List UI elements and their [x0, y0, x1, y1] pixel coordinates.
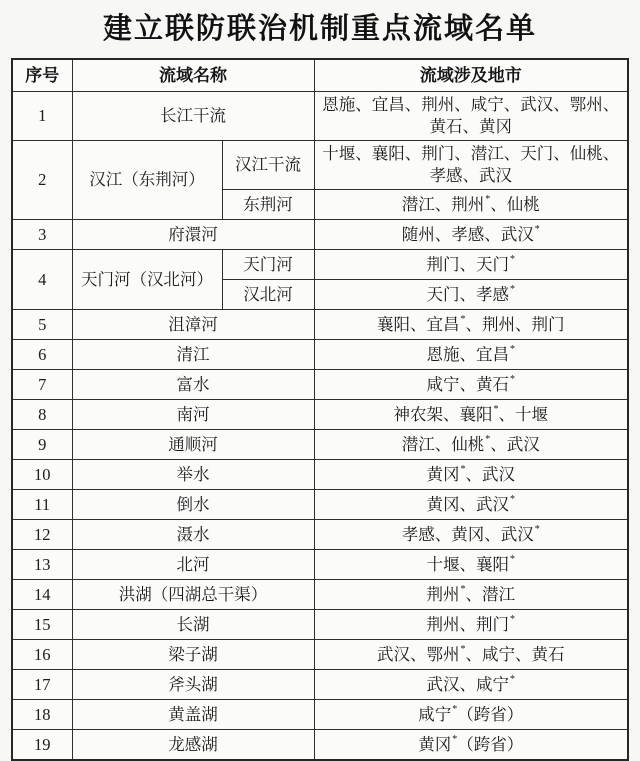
key-city-star-marker: *: [510, 674, 515, 685]
key-city-star-marker: *: [510, 284, 515, 295]
table-row: [12, 400, 628, 430]
cities-cell: 襄阳、宜昌*、荆州、荆门: [314, 310, 628, 340]
row-number-cell: 1: [12, 92, 72, 141]
city-name: 武汉: [476, 494, 509, 514]
table-row: [12, 700, 628, 730]
table-row: [12, 92, 628, 141]
city-name: 天门: [476, 254, 509, 274]
sub-basin-name-cell: 东荆河: [222, 190, 314, 220]
city-name: 十堰: [515, 404, 548, 424]
table-row: [12, 550, 628, 580]
row-number-cell: 14: [12, 580, 72, 610]
city-name: 黄石: [429, 117, 463, 136]
city-name: 武汉: [520, 95, 554, 114]
basin-name-cell: 斧头湖: [72, 670, 314, 700]
key-city-star-marker: *: [460, 584, 466, 595]
city-name: 孝感: [401, 524, 435, 544]
header-cities: 流域涉及地市: [314, 59, 628, 92]
cities-cell: 武汉、鄂州*、咸宁、黄石: [314, 640, 628, 670]
cities-cell: 孝感、黄冈、武汉*: [314, 520, 628, 550]
city-name: 孝感: [476, 284, 509, 304]
basin-name-cell: 汉江（东荆河）: [72, 141, 222, 220]
key-city-star-marker: *: [534, 524, 540, 535]
key-city-star-marker: *: [510, 614, 515, 625]
table-row: [12, 310, 628, 340]
city-name: 咸宁: [482, 644, 515, 664]
basin-name-cell: 长江干流: [72, 92, 314, 141]
table-row: [12, 580, 628, 610]
key-city-star-marker: *: [534, 224, 540, 235]
sub-basin-name-cell: 汉江干流: [222, 141, 314, 190]
city-name: 恩施: [322, 95, 356, 114]
city-name: 咸宁: [470, 95, 504, 114]
cities-cell: 荆门、天门*: [314, 250, 628, 280]
city-name: 黄冈: [426, 494, 460, 514]
basin-name-cell: 黄盖湖: [72, 700, 314, 730]
row-number-cell: 4: [12, 250, 72, 310]
city-name: 襄阳: [459, 404, 493, 424]
city-name: 仙桃: [569, 144, 603, 163]
city-name: 咸宁: [476, 674, 509, 694]
row-number-cell: 5: [12, 310, 72, 340]
table-row: [12, 220, 628, 250]
cities-cell: [314, 730, 628, 761]
basin-name-cell: 龙感湖: [72, 730, 314, 761]
city-name: 孝感: [429, 166, 463, 185]
basin-name-cell: 天门河（汉北河）: [72, 250, 222, 310]
city-name: 神农架: [393, 404, 443, 424]
city-name: 黄石: [476, 374, 509, 394]
row-number-cell: 6: [12, 340, 72, 370]
city-name: 仙桃: [451, 434, 485, 454]
cities-cell: 神农架、襄阳*、十堰: [314, 400, 628, 430]
row-number-cell: 18: [12, 700, 72, 730]
table-row: [12, 730, 628, 761]
row-number-cell: 12: [12, 520, 72, 550]
basin-name-cell: 沮漳河: [72, 310, 314, 340]
header-basin-name: 流域名称: [72, 59, 314, 92]
cities-cell: 荆州*、潜江: [314, 580, 628, 610]
city-name: 十堰: [322, 144, 356, 163]
cities-cell: 随州、孝感、武汉*: [314, 220, 628, 250]
city-name: 宜昌: [476, 344, 509, 364]
sub-basin-name-cell: 天门河: [222, 250, 314, 280]
cities-cell: 天门、孝感*: [314, 280, 628, 310]
cities-cell: 十堰、襄阳、荆门、潜江、天门、仙桃、孝感、武汉: [314, 141, 628, 190]
cities-cell: 咸宁、黄石*: [314, 370, 628, 400]
basin-name-cell: 南河: [72, 400, 314, 430]
page-title: 建立联防联治机制重点流域名单: [102, 13, 537, 45]
city-name: 武汉: [377, 644, 410, 664]
row-number-cell: 8: [12, 400, 72, 430]
city-name: 荆门: [421, 144, 455, 163]
table-row: [12, 370, 628, 400]
key-city-star-marker: *: [485, 194, 491, 205]
key-city-star-marker: *: [510, 374, 515, 385]
table-row: [12, 250, 628, 280]
city-name: 荆门: [476, 614, 509, 634]
city-name: 荆州: [426, 614, 460, 634]
key-city-star-marker: *: [452, 734, 458, 745]
row-number-cell: 15: [12, 610, 72, 640]
cities-cell: [314, 700, 628, 730]
row-number-cell: 3: [12, 220, 72, 250]
city-name: 黄石: [531, 644, 565, 664]
row-number-cell: 11: [12, 490, 72, 520]
city-name: 咸宁: [418, 704, 452, 724]
city-name: 黄冈: [418, 734, 452, 754]
city-name: 咸宁: [426, 374, 460, 394]
city-name: 荆州: [426, 584, 460, 604]
row-number-cell: 2: [12, 141, 72, 220]
city-name: 荆州: [451, 194, 485, 214]
table-row: [12, 610, 628, 640]
row-number-cell: 10: [12, 460, 72, 490]
city-name: 荆州: [482, 314, 515, 334]
cross-province-suffix: （跨省）: [457, 734, 524, 754]
basin-name-cell: 洪湖（四湖总干渠）: [72, 580, 314, 610]
cross-province-suffix: （跨省）: [457, 704, 524, 724]
table-row: [12, 490, 628, 520]
city-name: 黄冈: [426, 464, 460, 484]
table-row: [12, 670, 628, 700]
key-city-star-marker: *: [452, 704, 458, 715]
city-name: 仙桃: [506, 194, 540, 214]
city-name: 荆门: [531, 314, 565, 334]
cities-cell: 潜江、荆州*、仙桃: [314, 190, 628, 220]
city-name: 武汉: [426, 674, 460, 694]
city-name: 宜昌: [426, 314, 460, 334]
table-row: [12, 141, 628, 190]
city-name: 天门: [520, 144, 554, 163]
basin-name-cell: 富水: [72, 370, 314, 400]
cities-cell: 黄冈、武汉*: [314, 490, 628, 520]
key-city-star-marker: *: [510, 344, 515, 355]
key-city-star-marker: *: [460, 464, 466, 475]
city-name: 荆门: [426, 254, 460, 274]
city-name: 十堰: [426, 554, 460, 574]
key-city-star-marker: *: [510, 554, 515, 565]
basin-name-cell: 滠水: [72, 520, 314, 550]
basin-name-cell: 长湖: [72, 610, 314, 640]
city-name: 黄冈: [479, 117, 512, 136]
city-name: 襄阳: [377, 314, 410, 334]
city-name: 潜江: [401, 434, 435, 454]
table-row: [12, 640, 628, 670]
city-name: 宜昌: [371, 95, 405, 114]
city-name: 武汉: [479, 166, 512, 185]
key-city-star-marker: *: [460, 644, 466, 655]
city-name: 潜江: [401, 194, 435, 214]
city-name: 潜江: [470, 144, 504, 163]
basin-name-cell: 举水: [72, 460, 314, 490]
cities-cell: 荆州、荆门*: [314, 610, 628, 640]
city-name: 鄂州: [426, 644, 460, 664]
basin-name-cell: 通顺河: [72, 430, 314, 460]
row-number-cell: 7: [12, 370, 72, 400]
table-row: [12, 340, 628, 370]
table-row: [12, 460, 628, 490]
basin-name-cell: 北河: [72, 550, 314, 580]
city-name: 武汉: [506, 434, 540, 454]
key-city-star-marker: *: [485, 434, 491, 445]
table-row: [12, 520, 628, 550]
key-city-star-marker: *: [493, 404, 499, 415]
cities-cell: 潜江、仙桃*、武汉: [314, 430, 628, 460]
city-name: 襄阳: [476, 554, 509, 574]
header-row: [12, 59, 628, 92]
city-name: 孝感: [451, 224, 485, 244]
city-name: 武汉: [500, 524, 534, 544]
sub-basin-name-cell: 汉北河: [222, 280, 314, 310]
cities-cell: 武汉、咸宁*: [314, 670, 628, 700]
city-name: 黄冈: [451, 524, 485, 544]
city-name: 武汉: [482, 464, 515, 484]
key-city-star-marker: *: [460, 314, 466, 325]
city-name: 荆州: [421, 95, 455, 114]
basin-name-cell: 倒水: [72, 490, 314, 520]
key-city-star-marker: *: [510, 494, 515, 505]
cities-cell: 恩施、宜昌、荆州、咸宁、武汉、鄂州、黄石、黄冈: [314, 92, 628, 141]
row-number-cell: 19: [12, 730, 72, 761]
city-name: 潜江: [482, 584, 515, 604]
cities-cell: 十堰、襄阳*: [314, 550, 628, 580]
cities-cell: 黄冈*、武汉: [314, 460, 628, 490]
cities-cell: 恩施、宜昌*: [314, 340, 628, 370]
city-name: 武汉: [500, 224, 534, 244]
basin-table: [11, 58, 629, 761]
city-name: 恩施: [426, 344, 460, 364]
table-row: [12, 430, 628, 460]
basin-name-cell: 清江: [72, 340, 314, 370]
city-name: 襄阳: [371, 144, 405, 163]
basin-table-body: [12, 92, 628, 761]
row-number-cell: 17: [12, 670, 72, 700]
header-serial-number: 序号: [12, 59, 72, 92]
basin-name-cell: 府澴河: [72, 220, 314, 250]
basin-name-cell: 梁子湖: [72, 640, 314, 670]
city-name: 天门: [426, 284, 460, 304]
city-name: 随州: [401, 224, 435, 244]
key-city-star-marker: *: [510, 254, 515, 265]
row-number-cell: 13: [12, 550, 72, 580]
row-number-cell: 16: [12, 640, 72, 670]
city-name: 鄂州: [569, 95, 603, 114]
row-number-cell: 9: [12, 430, 72, 460]
